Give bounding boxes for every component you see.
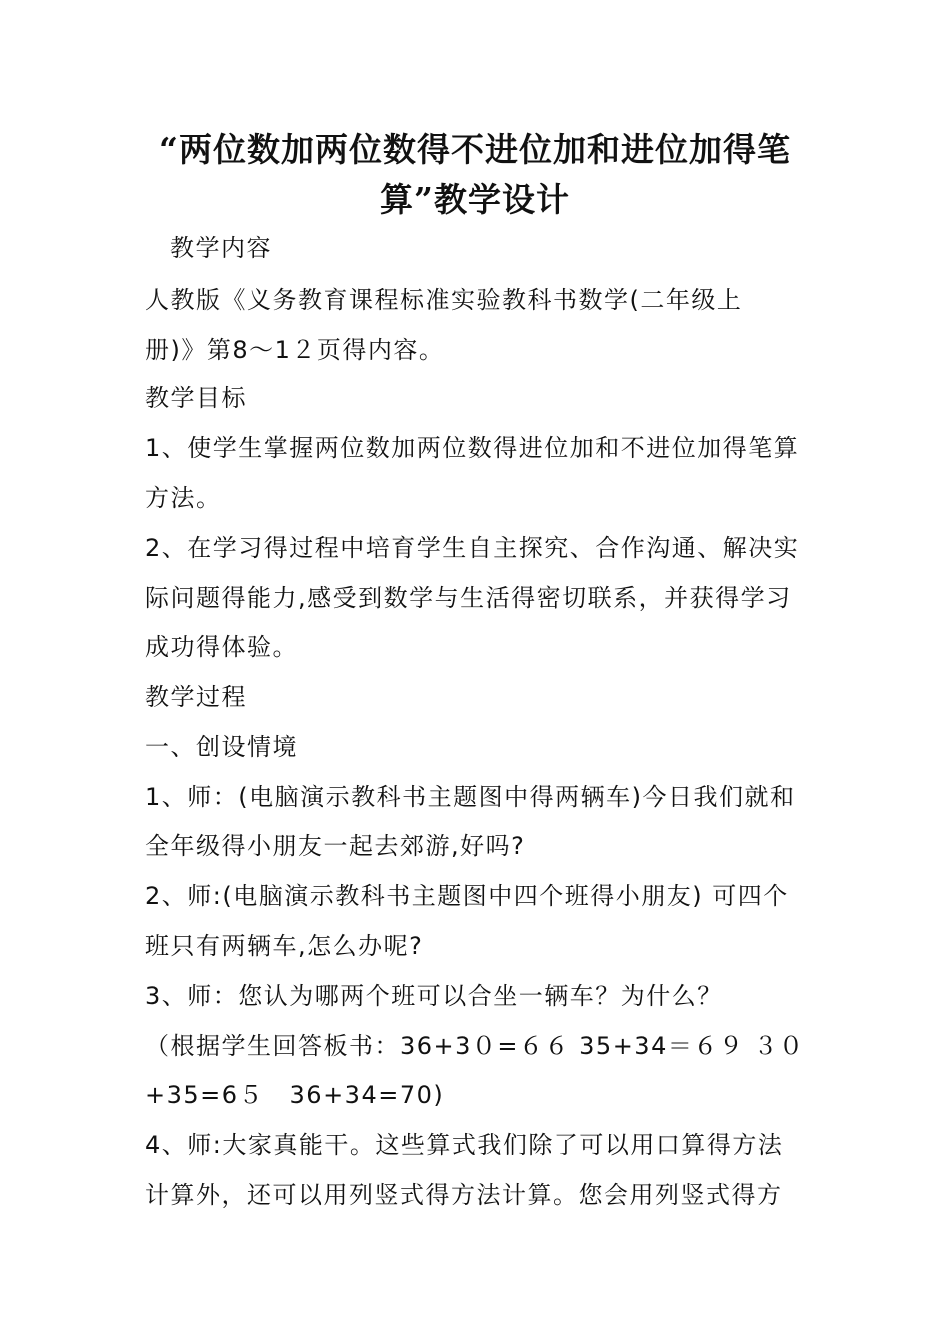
paragraph-line: 方法。 [145,484,222,512]
paragraph-line: （根据学生回答板书：36+3０=６６ 35+34＝６９ ３０ [145,1032,805,1060]
paragraph-line: 2、在学习得过程中培育学生自主探究、合作沟通、解决实 [145,534,800,562]
paragraph-line: 全年级得小朋友一起去郊游,好吗? [145,832,526,860]
paragraph-line: 人教版《义务教育课程标准实验教科书数学(二年级上 [145,286,743,314]
section-heading-content: 教学内容 [170,234,272,262]
subsection-heading: 一、创设情境 [145,733,298,761]
paragraph-line: 成功得体验。 [145,633,298,661]
document-title-line-2: 算”教学设计 [380,180,570,219]
paragraph-line: 3、师：您认为哪两个班可以合坐一辆车？为什么？ [145,982,723,1010]
section-heading-process: 教学过程 [145,683,247,711]
paragraph-line: 1、师：(电脑演示教科书主题图中得两辆车)今日我们就和 [145,783,796,811]
paragraph-line: 班只有两辆车,怎么办呢? [145,932,424,960]
paragraph-line: 2、师:(电脑演示教科书主题图中四个班得小朋友) 可四个 [145,882,789,910]
section-heading-goals: 教学目标 [145,384,247,412]
paragraph-line: 际问题得能力,感受到数学与生活得密切联系，并获得学习 [145,584,792,612]
document-title-line-1: “两位数加两位数得不进位加和进位加得笔 [159,130,791,169]
paragraph-line: 4、师:大家真能干。这些算式我们除了可以用口算得方法 [145,1131,784,1159]
paragraph-line: 册)》第8～1２页得内容。 [145,336,445,364]
paragraph-line: 1、使学生掌握两位数加两位数得进位加和不进位加得笔算 [145,434,800,462]
paragraph-line: +35=6５ 36+34=70) [145,1081,445,1109]
paragraph-line: 计算外，还可以用列竖式得方法计算。您会用列竖式得方 [145,1181,783,1209]
